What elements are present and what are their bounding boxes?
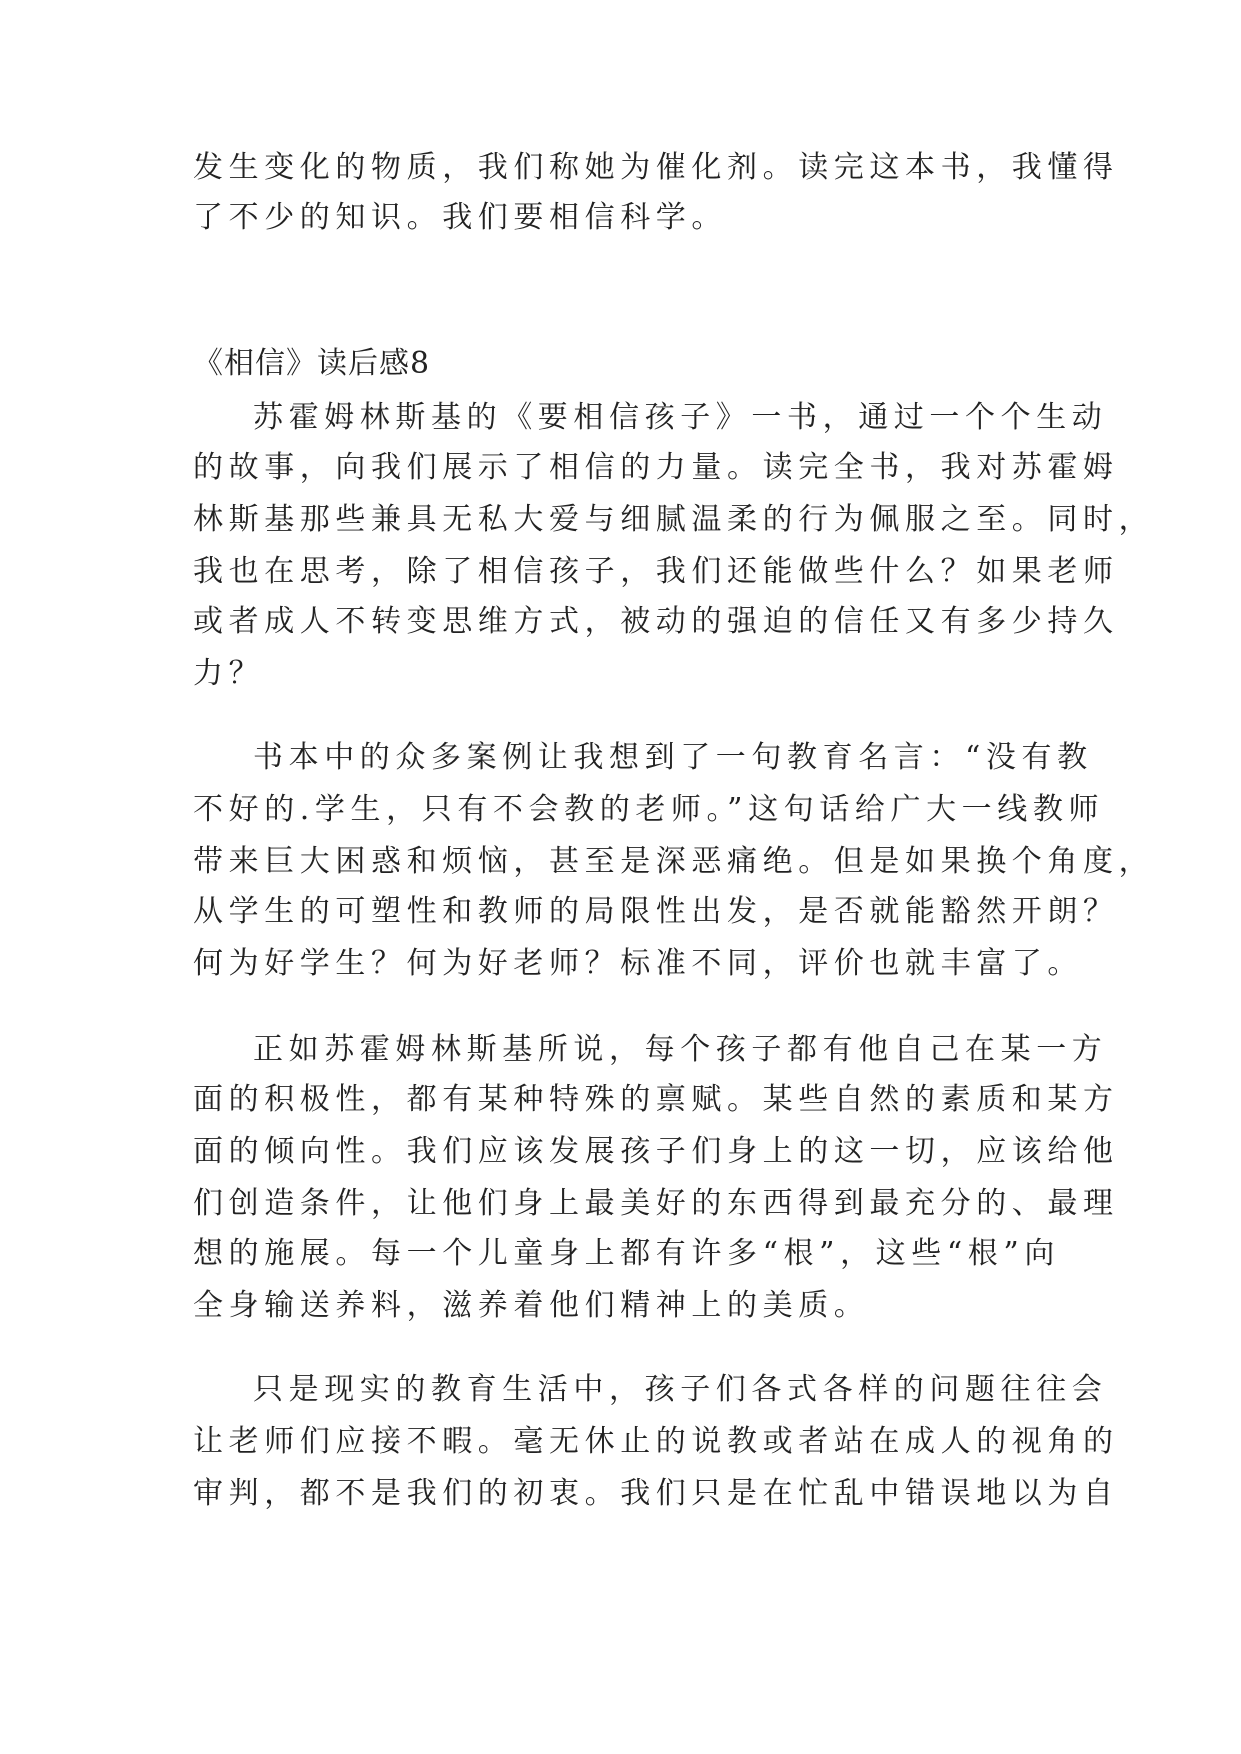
text-line: 我也在思考，除了相信孩子，我们还能做些什么？如果老师 <box>193 554 1119 589</box>
text-line: 或者成人不转变思维方式，被动的强迫的信任又有多少持久 <box>193 604 1119 639</box>
text-line: 从学生的可塑性和教师的局限性出发，是否就能豁然开朗？ <box>193 894 1119 929</box>
text-line: 面的积极性，都有某种特殊的禀赋。某些自然的素质和某方 <box>193 1082 1119 1117</box>
text-line: 力？ <box>193 656 265 691</box>
paragraph-first-line: 书本中的众多案例让我想到了一句教育名言：“没有教 <box>253 740 1093 775</box>
text-line: 全身输送养料，滋养着他们精神上的美质。 <box>193 1288 870 1323</box>
section-title: 《相信》读后感8 <box>193 346 431 381</box>
text-line: 林斯基那些兼具无私大爱与细腻温柔的行为佩服之至。同时， <box>193 502 1155 537</box>
paragraph-first-line: 只是现实的教育生活中，孩子们各式各样的问题往往会 <box>253 1372 1108 1407</box>
text-line: 了不少的知识。我们要相信科学。 <box>193 200 727 235</box>
text-line: 面的倾向性。我们应该发展孩子们身上的这一切，应该给他 <box>193 1134 1119 1169</box>
text-line: 想的施展。每一个儿童身上都有许多“根”，这些“根”向 <box>193 1236 1060 1271</box>
text-line: 审判，都不是我们的初衷。我们只是在忙乱中错误地以为自 <box>193 1476 1119 1511</box>
text-line: 发生变化的物质，我们称她为催化剂。读完这本书，我懂得 <box>193 150 1119 185</box>
text-line: 何为好学生？何为好老师？标准不同，评价也就丰富了。 <box>193 946 1083 981</box>
paragraph-first-line: 正如苏霍姆林斯基所说，每个孩子都有他自己在某一方 <box>253 1032 1108 1067</box>
text-line: 带来巨大困惑和烦恼，甚至是深恶痛绝。但是如果换个角度， <box>193 844 1155 879</box>
paragraph-first-line: 苏霍姆林斯基的《要相信孩子》一书，通过一个个生动 <box>253 400 1108 435</box>
text-line: 不好的.学生，只有不会教的老师。”这句话给广大一线教师 <box>193 792 1105 827</box>
text-line: 让老师们应接不暇。毫无休止的说教或者站在成人的视角的 <box>193 1424 1119 1459</box>
text-line: 的故事，向我们展示了相信的力量。读完全书，我对苏霍姆 <box>193 450 1119 485</box>
text-line: 们创造条件，让他们身上最美好的东西得到最充分的、最理 <box>193 1186 1119 1221</box>
